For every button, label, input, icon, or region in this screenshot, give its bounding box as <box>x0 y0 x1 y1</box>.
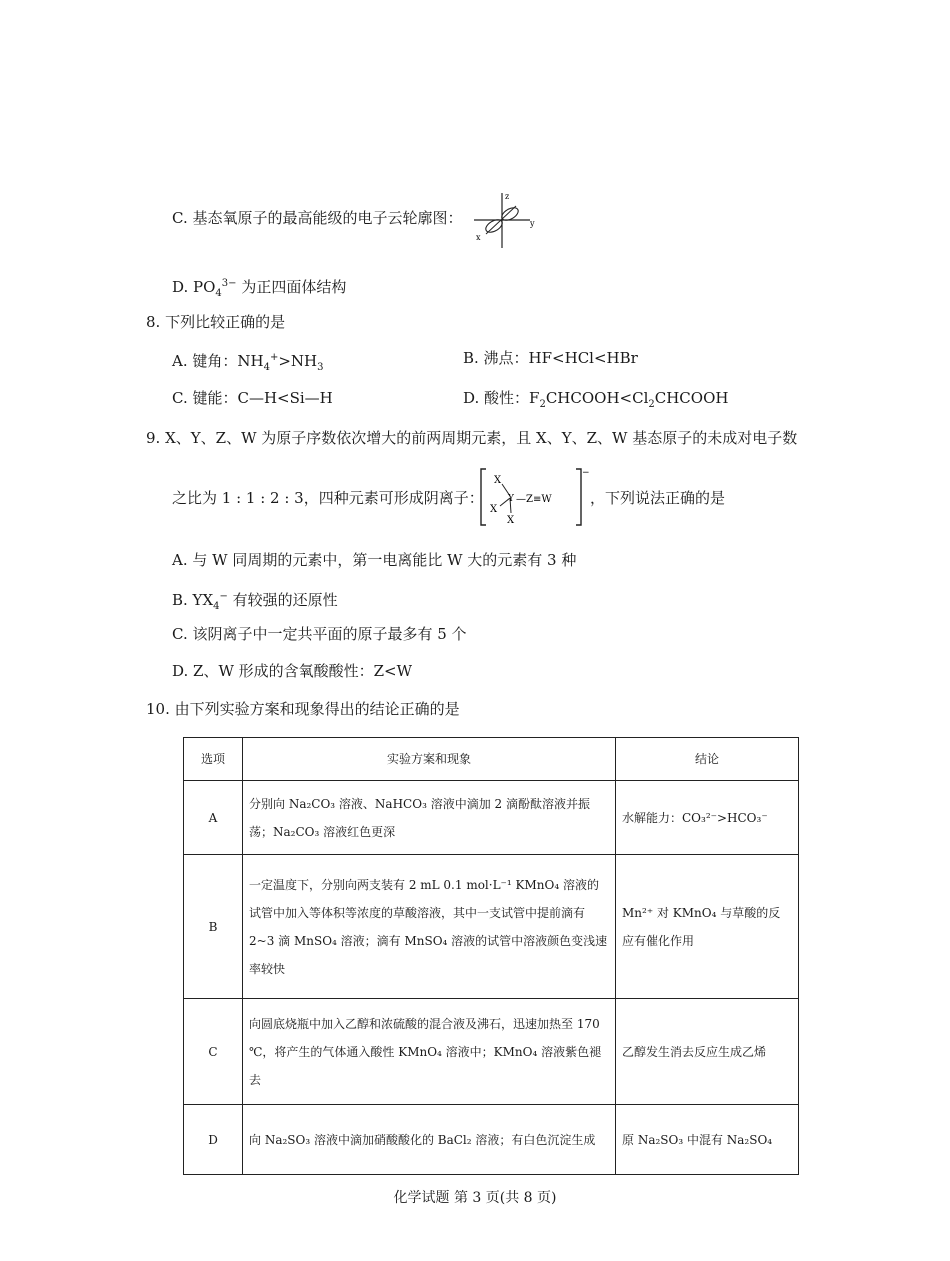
table-row <box>184 999 799 1105</box>
row-b-conclusion: Mn²⁺ 对 KMnO₄ 与草酸的反应有催化作用 <box>616 855 799 999</box>
header-option: 选项 <box>184 738 243 781</box>
q9-stem-line2-pre: 之比为 1 : 1 : 2 : 3，四种元素可形成阴离子： <box>172 489 484 507</box>
q9-option-d: D. Z、W 形成的含氧酸酸性：Z<W <box>172 662 413 680</box>
row-d-option: D <box>184 1105 243 1175</box>
q7-option-d: D. $PO_4^{3-}$ 为正四面体结构 <box>172 278 347 299</box>
ion-bond: —Z≡W <box>516 494 552 505</box>
q7-option-c <box>172 208 462 228</box>
ion-x3: X <box>507 515 515 526</box>
row-b-option: B <box>184 855 243 999</box>
row-b-plan: 一定温度下，分别向两支装有 2 mL 0.1 mol·L⁻¹ KMnO₄ 溶液的试管中加入等体积等浓度的草酸溶液，其中一支试管中提前滴有 2~3 滴 MnSO₄ 溶液；滴有 MnSO₄ 溶液的试管中溶液颜色变浅速率较快 <box>243 855 616 999</box>
ion-x2: X <box>490 504 498 515</box>
table-header-row <box>184 738 799 781</box>
row-d-conclusion: 原 Na₂SO₃ 中混有 Na₂SO₄ <box>616 1105 799 1175</box>
q8-option-d: D. 酸性：$F_2CHCOOH<Cl_2CHCOOH$ <box>463 389 729 410</box>
row-d-plan: 向 Na₂SO₃ 溶液中滴加硝酸酸化的 BaCl₂ 溶液；有白色沉淀生成 <box>243 1105 616 1175</box>
q9-stem-line2-post: ，下列说法正确的是 <box>590 489 726 507</box>
axis-label-x: x <box>476 233 481 242</box>
anion-structure <box>478 466 590 528</box>
header-plan: 实验方案和现象 <box>243 738 616 781</box>
axis-label-y: y <box>530 219 535 228</box>
row-a-plan: 分别向 Na₂CO₃ 溶液、NaHCO₃ 溶液中滴加 2 滴酚酞溶液并振荡；Na₂CO₃ 溶液红色更深 <box>243 781 616 855</box>
q8-option-a: A. 键角：$NH_4^+>NH_3$ <box>172 352 324 373</box>
q10-stem: 10. 由下列实验方案和现象得出的结论正确的是 <box>146 700 460 718</box>
q9-option-a: A. 与 W 同周期的元素中，第一电离能比 W 大的元素有 3 种 <box>172 551 577 569</box>
row-a-conclusion: 水解能力：CO₃²⁻>HCO₃⁻ <box>616 781 799 855</box>
header-conclusion: 结论 <box>616 738 799 781</box>
q9-option-c: C. 该阴离子中一定共平面的原子最多有 5 个 <box>172 625 467 643</box>
table-row <box>184 1105 799 1175</box>
table-row <box>184 855 799 999</box>
q9-option-b: B. $YX_4^-$ 有较强的还原性 <box>172 591 338 612</box>
axis-label-z: z <box>505 192 510 201</box>
q8-option-b: B. 沸点：HF<HCl<HBr <box>463 349 638 367</box>
q8-option-c: C. 键能：C—H<Si—H <box>172 389 333 407</box>
ion-y: Y <box>508 494 514 504</box>
row-c-plan: 向圆底烧瓶中加入乙醇和浓硫酸的混合液及沸石，迅速加热至 170 ℃，将产生的气体通入酸性 KMnO₄ 溶液中；KMnO₄ 溶液紫色褪去 <box>243 999 616 1105</box>
row-c-conclusion: 乙醇发生消去反应生成乙烯 <box>616 999 799 1105</box>
ion-charge: − <box>582 468 590 478</box>
table-row <box>184 781 799 855</box>
experiment-table <box>183 737 799 1175</box>
row-a-option: A <box>184 781 243 855</box>
ion-x1: X <box>494 475 502 486</box>
q9-stem-line1: 9. X、Y、Z、W 为原子序数依次增大的前两周期元素，且 X、Y、Z、W 基态原子的未成对电子数 <box>146 429 798 447</box>
q7-option-c-text: C. 基态氧原子的最高能级的电子云轮廓图： <box>172 209 463 227</box>
row-c-option: C <box>184 999 243 1105</box>
q8-stem: 8. 下列比较正确的是 <box>146 313 286 331</box>
p-orbital-diagram <box>470 190 540 250</box>
page-footer: 化学试题 第 3 页(共 8 页) <box>393 1190 557 1206</box>
